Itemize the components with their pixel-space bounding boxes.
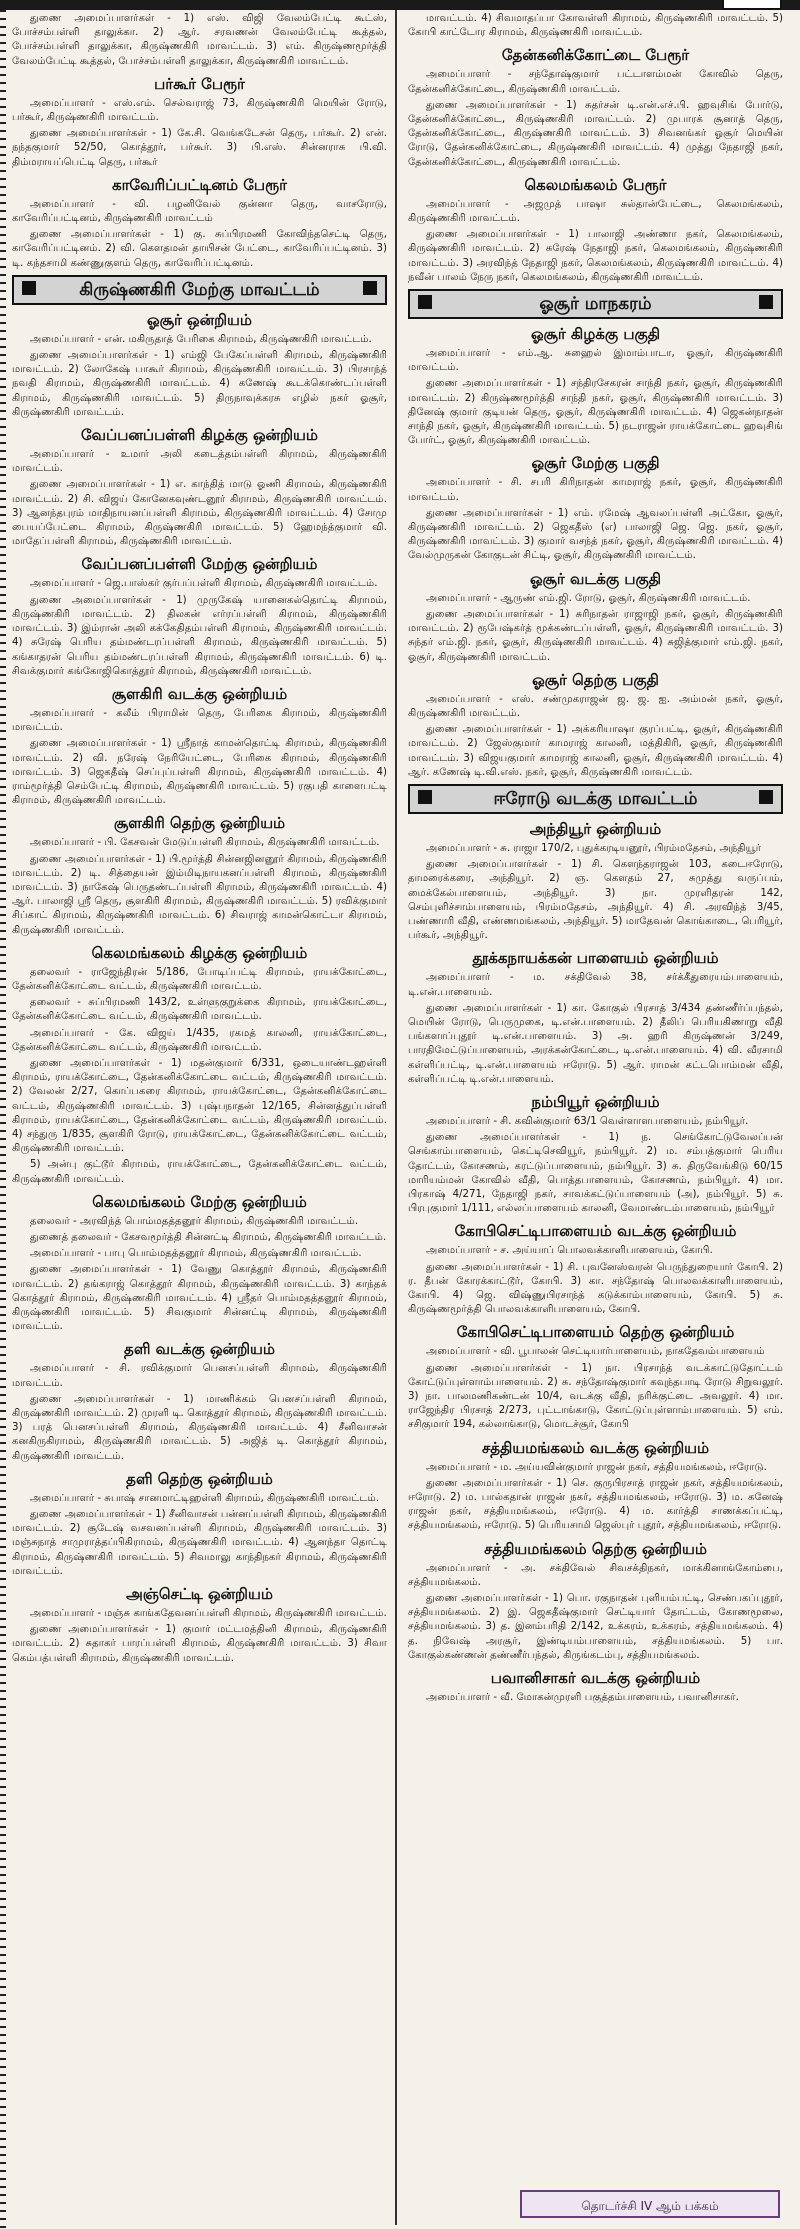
entry-paragraph: துணை அமைப்பாளர்கள் - 1) மாணிக்கம் பெனசப்பள்ளி கிராமம், கிருஷ்ணகிரி மாவட்டம். 2) முரளி டி. கொத்தூர் கிராமம், கிருஷ்ணகிரி மாவட்டம். 3) பரத் பெனசப்பள்ளி கிராமம், கிருஷ்ணகிரி மாவட்டம். 4) சீனிவாசன் கனகிருகிராமம், கிருஷ்ணகிரி மாவட்டம். 5) அஜித் டி. கொத்தூர் கிராமம், கிருஷ்ணகிரி மாவட்டம். — [12, 1393, 387, 1462]
entry-paragraph: துணை அமைப்பாளர்கள் - 1) பாலாஜி அண்ணா நகர், கெலமங்கலம், கிருஷ்ணகிரி மாவட்டம். 2) சுரேஷ் நேதாஜி நகர், கெலமங்கலம், கிருஷ்ணகிரி மாவட்டம். 3) அரவிந்த் நேதாஜி நகர், கெலமங்கலம், கிருஷ்ணகிரி மாவட்டம். 4) நவீன் பாலம் நேரு நகர், கெலமங்கலம், கிருஷ்ணகிரி மாவட்டம். — [408, 229, 783, 283]
entry-paragraph: அமைப்பாளர் - ம. சக்திவேல் 38, சர்க்கீதுரையம்பாளையம், டி.என்.பாளையம். — [408, 972, 783, 998]
district-banner: ஈரோடு வடக்கு மாவட்டம் — [408, 784, 783, 814]
entry-paragraph: துணை அமைப்பாளர்கள் - 1) மதன்குமார் 6/331, ஒடையாண்டஹள்ளி கிராமம், ராயக்கோட்டை, தேன்கனிக்கோட்டை வட்டம், கிருஷ்ணகிரி மாவட்டம். 2) வேலன் 2/27, கொப்பகரை கிராமம், ராயக்கோட்டை, தேன்கனிக்கோட்டை வட்டம், கிருஷ்ணகிரி மாவட்டம். 3) புஷ்பநாதன் 12/165, சின்னத்துப்பள்ளி கிராமம், ராயக்கோட்டை, தேன்கனிக்கோட்டை வட்டம், கிருஷ்ணகிரி மாவட்டம். 4) சந்துரு 1/835, சூளகிரி ரோடு, ராயக்கோட்டை, தேன்கனிக்கோட்டை வட்டம், கிருஷ்ணகிரி மாவட்டம். — [12, 1057, 387, 1155]
entry-paragraph: துணை அமைப்பாளர்கள் - 1) பொ. ரகுநாதன் புளியம்பட்டி, செண்பகப்புதூர், சத்தியமங்கலம். 2) இ. ஜெகதீஷ்குமார் செட்டியார் தோட்டம், கோணமூலை, சத்தியமங்கலம். 3) த. இனம்பரிதி 2/142, உக்கரம், உக்கரம், சத்தியமங்கலம். 4) த. நிவேஷ் அரசூர், இண்டியம்பாளையம், சத்தியமங்கலம். 5) பா. கோகுல்கண்ணன் தண்ணீர்பந்தல், கிருங்கடம்பு, சத்தியமங்கலம். — [408, 1593, 783, 1661]
section-heading: தளி தெற்கு ஒன்றியம் — [126, 1469, 273, 1488]
entry-paragraph: அமைப்பாளர் - வி. பழனிவேல் குன்னா தெரு, வாசரோடு, காவேரிப்பட்டினம், கிருஷ்ணகிரி மாவட்டம் — [12, 198, 387, 225]
entry-paragraph: அமைப்பாளர் - எஸ்.எம். செல்வராஜ் 73, கிருஷ்ணகிரி மெயின் ரோடு, பர்கூர், கிருஷ்ணகிரி மாவட்டம். — [12, 97, 387, 124]
entry-paragraph: அமைப்பாளர் - பாபு பொம்மதத்தனூர் கிராமம், கிருஷ்ணகிரி மாவட்டம். — [30, 1248, 362, 1260]
entry-paragraph: துணை அமைப்பாளர்கள் - 1) எம்ஜி பேகேப்பள்ளி கிராமம், கிருஷ்ணகிரி மாவட்டம். 2) லோகேஷ் பாகூர் கிராமம், கிருஷ்ணகிரி மாவட்டம். 3) பிரசாந்த் நவதி கிராமம், கிருஷ்ணகிரி மாவட்டம். 4) கணேஷ் கூடக்கொண்டப்பள்ளி கிராமம், கிருஷ்ணகிரி மாவட்டம். 5) திருநாவுக்கரசு எழில் நகர் ஓசூர், கிருஷ்ணகிரி மாவட்டம். — [12, 350, 387, 418]
entry-paragraph: துணை அமைப்பாளர்கள் - 1) முருகேஷ் யானைகல்தொட்டி கிராமம், கிருஷ்ணகிரி மாவட்டம். 2) திலகன் எர்ரப்பள்ளி கிராமம், கிருஷ்ணகிரி மாவட்டம். 3) இம்ரான் அலி கக்கேதிதம்பள்ளி கிராமம், கிருஷ்ணகிரி மாவட்டம். 4) சுரேஷ் பெரிய தம்மண்டரப்பள்ளி கிராமம், கிருஷ்ணகிரி மாவட்டம். 5) கங்காதரன் பெரிய தம்மண்டரப்பள்ளி கிராமம், கிருஷ்ணகிரி மாவட்டம். 6) டி. சிவக்குமார் கங்கோஜிகொத்தூர் கிராமம், கிருஷ்ணகிரி மாவட்டம். — [12, 594, 387, 677]
entry-paragraph: துணை அமைப்பாளர்கள் - 1) நா. பிரசாந்த் வடக்காட்டுதோட்டம் கோட்டுப்புள்ளாம்பாளையம். 2) சு. சந்தோஷ்குமார் கவுந்தபாடி ரோடு சிறுவலூர். 3) நா. பாலமணிகண்டன் 10/4, வடக்கு வீதி, நரிக்குட்டை அவலூர். 4) மா. ராஜேந்திர பிரசாத் 2/273, புட்டாங்காடு, கோட்டுப்புள்ளாம்பாளையம். 5) எம். சசிகுமார் 194, கல்லாங்காடு, மொடச்சூர், கோபி — [408, 1362, 783, 1431]
entry-paragraph: அமைப்பாளர் - சந்தோஷ்குமார் பட்டாளம்மன் கோவில் தெரு, தேன்கனிக்கோட்டை, கிருஷ்ணகிரி மாவட்டம். — [408, 69, 783, 95]
section-heading: தூக்கநாயக்கன் பாளையம் ஒன்றியம் — [472, 949, 719, 968]
entry-paragraph: துணை அமைப்பாளர்கள் - 1) எஸ். விஜி வேலம்பேட்டி கூட்ஸ், போச்சம்பள்ளி தாலுக்கா. 2) ஆர். சரவணன் வேலம்பேட்டி கூத்தல், போச்சம்பள்ளி தாலுக்கா, கிருஷ்ணகிரி மாவட்டம். 3) எம். கிருஷ்ணமூர்த்தி வேலம்பேட்டி கூத்தல், போச்சம்பள்ளி தாலுக்கா, கிருஷ்ணகிரி மாவட்டம். — [12, 13, 387, 67]
section-heading: அந்தியூர் ஒன்றியம் — [529, 819, 662, 838]
section-heading: கெலமங்கலம் கிழக்கு ஒன்றியம் — [91, 943, 308, 962]
top-border — [0, 0, 800, 10]
entry-paragraph: தலைவர் - அரவிந்த் பொம்மதத்தனூர் கிராமம், கிருஷ்ணகிரி மாவட்டம். — [30, 1215, 359, 1227]
entry-paragraph: அமைப்பாளர் - அ. சக்திவேல் சிவசக்திநகர், மாக்கினாங்கோம்பை, சத்தியமங்கலம். — [408, 1562, 783, 1588]
entry-paragraph: அமைப்பாளர் - ஜெ.பாஸ்கர் குர்பப்பள்ளி கிராமம், கிருஷ்ணகிரி மாவட்டம். — [30, 578, 378, 590]
section-heading: கோபிசெட்டிபாளையம் வடக்கு ஒன்றியம் — [454, 1222, 737, 1241]
section-heading: சூளகிரி வடக்கு ஒன்றியம் — [111, 684, 288, 703]
entry-paragraph: 5) அன்பு குட்டூர் கிராமம், ராயக்கோட்டை, தேன்கனிக்கோட்டை வட்டம், கிருஷ்ணகிரி மாவட்டம். — [12, 1159, 387, 1185]
left-column — [12, 12, 387, 2224]
entry-paragraph: துணை அமைப்பாளர்கள் - 1) சி. கௌந்தராஜன் 103, கடைஈரோடு, தாமரைக்கரை, அந்தியூர். 2) ஞ. கௌதம் 27, சுமுத்து வருப்பம், மைக்கேல்பாளையம், அந்தியூர். 3) நா. முரளிதரன் 142, செம்புளிச்சாம்பாளையம், பிரம்மதேசம், அந்தியூர். 4) சி. அரவிந்த் 3/45, பண்ணாரி வீதி, எண்ணமங்கலம், அந்தியூர். 5) மாதேவன் கொங்காடை, பெரியூர், பர்கூர், அந்தியூர். — [408, 859, 783, 942]
section-heading: வேப்பனப்பள்ளி மேற்கு ஒன்றியம் — [81, 555, 318, 574]
continuation-note: தொடர்ச்சி IV ஆம் பக்கம் — [520, 2190, 780, 2218]
entry-paragraph: துணை அமைப்பாளர்கள் - 1) குமார் மட்டமத்தினி கிராமம், கிருஷ்ணகிரி மாவட்டம். 2) சுதாகர் பாரப்பள்ளி கிராமம், கிருஷ்ணகிரி மாவட்டம். 3) சிவா கெம்பத்பள்ளி கிராமம், கிருஷ்ணகிரி மாவட்டம். — [12, 1624, 387, 1664]
entry-paragraph: அமைப்பாளர் - எம்.ஆ. சுஹைல் இமாம்பாடா, ஓசூர், கிருஷ்ணகிரி மாவட்டம். — [408, 348, 783, 374]
section-heading: நம்பியூர் ஒன்றியம் — [531, 1092, 660, 1111]
entry-paragraph: துணை அமைப்பாளர்கள் - 1) பி.மூர்த்தி சின்னஜினனூர் கிராமம், கிருஷ்ணகிரி மாவட்டம். 2) டி. சித்தையன் இம்மிடிநாயகனப்பள்ளி கிராமம், கிருஷ்ணகிரி மாவட்டம். 3) நாகேஷ் பெருதண்டப்பள்ளி கிராமம், கிருஷ்ணகிரி மாவட்டம். 4) ஆர். பாலாஜி ஸ்ரீ தெரு, சூளகிரி கிராமம், கிருஷ்ணகிரி மாவட்டம். 5) ரவிக்குமார் சிப்காட் கிராமம், கிருஷ்ணகிரி மாவட்டம். 6) சிவராஜ் காமன்கொட்டா கிராமம், கிருஷ்ணகிரி மாவட்டம். — [12, 853, 387, 936]
entry-paragraph: தலைவர் - சுப்பிரமணி 143/2, உள்ளுகுறுக்கை கிராமம், ராயக்கோட்டை, தேன்கனிக்கோட்டை வட்டம், கிருஷ்ணகிரி மாவட்டம். — [12, 997, 387, 1023]
entry-paragraph: அமைப்பாளர் - என். மகிருதாத் பேரிகை கிராமம், கிருஷ்ணகிரி மாவட்டம். — [30, 333, 372, 345]
entry-paragraph: துணை அமைப்பாளர்கள் - 1) எ. காந்தித் மாடு ஓணி கிராமம், கிருஷ்ணகிரி மாவட்டம். 2) சி. விஜய் கோனேகவுண்டனூர் கிராமம், கிருஷ்ணகிரி மாவட்டம். 3) ஆனந்தபுரம் மாதிநாயனப்பள்ளி கிராமம், கிருஷ்ணகிரி மாவட்டம். 4) சோமு பையப்பேட்டை கிராமம், கிருஷ்ணகிரி மாவட்டம். 5) ஹேமந்த்குமார் வி. மாதேப்பள்ளி கிராமம், கிருஷ்ணகிரி மாவட்டம். — [12, 479, 387, 548]
entry-paragraph: துணை அமைப்பாளர்கள் - 1) சி. புவனேஸ்வரன் பெருந்துறையார் கோபி. 2) ர. தீபன் கோரக்காட்டூர், கோபி. 3) கா. சந்தோஷ் பொலவக்காளிபாளையம், கோபி. 4) ஜெ. விஷ்ணுபிரசாந்த் கடுக்காம்பாளையம், கோபி. 5) சு. கிருஷ்ணமூர்த்தி பொலவக்காளிபாளையம், கோபி. — [408, 1261, 783, 1316]
entry-paragraph: அமைப்பாளர் - சி. கவின்குமார் 63/1 வெள்ளாளபாளையம், நம்பியூர். — [426, 1115, 749, 1127]
entry-paragraph: துணை அமைப்பாளர்கள் - 1) கு. சுப்பிரமணி கோவிந்தசெட்டி தெரு, காவேரிப்பட்டினம். 2) வி. கௌதமன் தாயிசன் பேட்டை, காவேரிப்பட்டினம். 3) டி. கந்தசாமி கண்ணுகுளம் தெரு, காவேரிப்பட்டினம். — [12, 229, 387, 269]
section-heading: ஓசூர் கிழக்கு பகுதி — [530, 325, 661, 344]
entry-paragraph: அமைப்பாளர் - ம. அய்யவின்குமார் ராஜன் நகர், சத்தியமங்கலம், ஈரோடு. — [426, 1461, 767, 1473]
entry-paragraph: அமைப்பாளர் - கே. விஜய் 1/435, ரகமத் காலனி, ராயக்கோட்டை, தேன்கனிக்கோட்டை வட்டம், கிருஷ்ணகிரி மாவட்டம். — [12, 1027, 387, 1053]
section-heading: தளி வடக்கு ஒன்றியம் — [124, 1340, 275, 1359]
entry-paragraph: துணை அமைப்பாளர்கள் - 1) வேணு கொத்தூர் கிராமம், கிருஷ்ணகிரி மாவட்டம். 2) தங்கராஜ் கொத்தூர் கிராமம், கிருஷ்ணகிரி மாவட்டம். 3) காந்தக் கொத்தூர் கிராமம், கிருஷ்ணகிரி மாவட்டம். 4) ஸ்ரீதர் பொம்மதத்தனூர் கிராமம், கிருஷ்ணகிரி மாவட்டம். 5) சிவகுமார் சின்னட்டி கிராமம், கிருஷ்ணகிரி மாவட்டம். — [12, 1264, 387, 1333]
entry-paragraph: துணை அமைப்பாளர்கள் - 1) கா. கோகுல் பிரசாத் 3/434 தண்ணீர்ப்பந்தல், மெயின் ரோடு, பெருமுகை, டி.என்.பாளையம். 2) தீலிப் பெரியகிணாறு வீதி பங்களாப்புதூர் டி.என்.பாளையம். 3) அ. ஹரி கிருஷ்ணன் 3/249, பாரதிமேட்டுப்பாளையம், அரக்கன்கோட்டை, டி.என்.பாளையம். 4) வி. வீரசாமி கள்ளிப்பட்டி, டி.என்.பாளையம் ஈரோடு. 5) ஆர். ராமன் கட்டபொம்மன் வீதி, கள்ளிப்பட்டி டி.என்.பாளையம். — [408, 1002, 783, 1085]
section-heading: கெலமங்கலம் பேரூர் — [524, 175, 667, 194]
section-heading: ஓசூர் வடக்கு பகுதி — [529, 569, 662, 588]
section-heading: சத்தியமங்கலம் வடக்கு ஒன்றியம் — [481, 1438, 710, 1457]
entry-paragraph: மாவட்டம். 4) சிவமாதப்பா கோவள்ளி கிராமம், கிருஷ்ணகிரி மாவட்டம். 5) கோபி காட்டோர கிராமம், கிருஷ்ணகிரி மாவட்டம். — [408, 13, 783, 39]
entry-paragraph: துணை அமைப்பாளர்கள் - 1) அக்கரியாஷா குரப்பட்டி, ஓசூர், கிருஷ்ணகிரி மாவட்டம். 2) ஜேஸ்குமார் காமராஜ் காலனி, மத்திகிரி, ஓசூர், கிருஷ்ணகிரி மாவட்டம். 3) விஜயகுமார் காமராஜ் காலனி, ஓசூர், கிருஷ்ணகிரி மாவட்டம். 4) ஆர். கணேஷ் டி.வி.எஸ். நகர், ஓசூர், கிருஷ்ணகிரி மாவட்டம். — [408, 724, 783, 778]
section-heading: பர்கூர் பேரூர் — [154, 74, 245, 93]
entry-paragraph: துணைத் தலைவர் - கேசவமூர்த்தி சின்னட்டி கிராமம், கிருஷ்ணகிரி மாவட்டம். — [30, 1232, 387, 1243]
entry-paragraph: அமைப்பாளர் - சி. ரவிக்குமார் பெனசப்பள்ளி கிராமம், கிருஷ்ணகிரி மாவட்டம். — [12, 1363, 387, 1389]
entry-paragraph: அமைப்பாளர் - உமார் அலி கடைத்தம்பள்ளி கிராமம், கிருஷ்ணகிரி மாவட்டம். — [12, 449, 387, 475]
entry-paragraph: அமைப்பாளர் - எஸ். சண்முகராஜன் ஜ. ஜ. ஐ. அம்மன் நகர், ஓசூர், கிருஷ்ணகிரி மாவட்டம். — [408, 693, 783, 719]
section-heading: சூளகிரி தெற்கு ஒன்றியம் — [113, 814, 286, 833]
entry-paragraph: துணை அமைப்பாளர்கள் - 1) சுதர்சன் டி.என்.எச்.பி. ஹவுசிங் போர்டு, தேன்கனிக்கோட்டை, கிருஷ்ணகிரி மாவட்டம். 2) முபாரக் சூனாத் தெரு, தேன்கனிக்கோட்டை, கிருஷ்ணகிரி மாவட்டம். 3) சிவனங்கர் ஓசூர் மெயின் ரோடு, தேன்கனிக்கோட்டை, கிருஷ்ணகிரி மாவட்டம். 4) முத்து நேதாஜி நகர், தேன்கனிக்கோட்டை, கிருஷ்ணகிரி மாவட்டம். — [408, 99, 783, 168]
entry-paragraph: துணை அமைப்பாளர்கள் - 1) ஸ்ரீநாத் காமன்தொட்டி கிராமம், கிருஷ்ணகிரி மாவட்டம். 2) வி. நரேஷ் நேரியேட்டை, பேரிகை கிராமம், கிருஷ்ணகிரி மாவட்டம். 3) ஜெகதீஷ் செப்புப்பள்ளி கிராமம், கிருஷ்ணகிரி மாவட்டம். 4) ராம்மூர்த்தி செம்பேட்டி கிராமம், கிருஷ்ணகிரி மாவட்டம். 5) ரகுபதி காளைபட்டி கிராமம், கிருஷ்ணகிரி மாவட்டம். — [12, 738, 387, 807]
section-heading: ஓசூர் தெற்கு பகுதி — [532, 670, 659, 689]
right-column — [408, 12, 783, 2177]
district-banner: கிருஷ்ணகிரி மேற்கு மாவட்டம் — [12, 275, 387, 305]
section-heading: கெலமங்கலம் மேற்கு ஒன்றியம் — [92, 1192, 307, 1211]
entry-paragraph: துணை அமைப்பாளர்கள் - 1) ந. செங்கோட்டுவேலப்பன் செங்காம்பாளையம், கெட்டிசெவியூர், நம்பியூர். 2) ம. சம்பத்குமார் பெரிய தோட்டம், கோசணம், கரட்டுப்பாளையம், நம்பியூர். 3) சு. திருவேங்கிடு 60/15 மாரியம்மன் கோவில் வீதி, பொத்தபாளையம், கோசணம், நம்பியூர். 4) மா. பிரகாஷ் 4/271, நேதாஜி நகர், சாவக்கட்டுப்பாளையம் (அ), நம்பியூர். 5) சு. பிரபுகுமார் 1/111, எல்லப்பாளையம் காலனி, வேமாண்டம்பாளையம், நம்பியூர் — [408, 1132, 783, 1215]
entry-paragraph: அமைப்பாளர் - அஜமுத் பாஷா சுல்தான்பேட்டை, கெலமங்கலம், கிருஷ்ணகிரி மாவட்டம். — [408, 198, 783, 225]
column-divider — [395, 10, 397, 2225]
entry-paragraph: அமைப்பாளர் - வி. பூபாலன் செட்டியார்பாளையம், நாகதேவம்பாளையம் — [426, 1346, 765, 1358]
section-heading: பவானிசாகர் வடக்கு ஒன்றியம் — [490, 1669, 701, 1688]
entry-paragraph: அமைப்பாளர் - சி. சபரி கிரிநாதன் காமராஜ் நகர், ஓசூர், கிருஷ்ணகிரி மாவட்டம். — [408, 477, 783, 503]
entry-paragraph: அமைப்பாளர் - பி. கேசவன் மேடுப்பள்ளி கிராமம், கிருஷ்ணகிரி மாவட்டம். — [30, 837, 380, 849]
entry-paragraph: அமைப்பாளர் - வீ. மோகன்முரளி பகுத்தம்பாளையம், பவானிசாகர். — [426, 1692, 739, 1704]
section-heading: அஞ்செட்டி ஒன்றியம் — [126, 1585, 273, 1604]
section-heading: ஓசூர் ஒன்றியம் — [147, 310, 252, 329]
left-edge — [0, 10, 6, 2229]
entry-paragraph: துணை அமைப்பாளர்கள் - 1) கே.சி. வெங்கடேசன் தெரு, பர்கூர். 2) என். நந்தகுமார் 52/50, கொத்தூர், பர்கூர். 3) பி.எஸ். சின்னராசு பி.வி. திம்மராயப்பெட்டி தெரு, பர்கூர் — [12, 128, 387, 168]
section-heading: தேன்கனிக்கோட்டை பேரூர் — [501, 46, 690, 65]
entry-paragraph: அமைப்பாளர் - சு. ராஜா 170/2, புதுக்கரடியனூர், பிரம்மதேசம், அந்தியூர் — [426, 842, 762, 854]
section-heading: வேப்பனப்பள்ளி கிழக்கு ஒன்றியம் — [81, 426, 318, 445]
entry-paragraph: துணை அமைப்பாளர்கள் - 1) சுரிநாதன் ராஜாஜி நகர், ஓசூர், கிருஷ்ணகிரி மாவட்டம். 2) ரூபேஷ்கர்த் மூக்கண்டப்பள்ளி, ஓசூர், கிருஷ்ணகிரி மாவட்டம். 3) சுந்தர் எம்.ஜி. நகர், ஓசூர், கிருஷ்ணகிரி மாவட்டம். 4) சுஜித்குமார் எம்.ஜி. நகர், ஓசூர், கிருஷ்ணகிரி மாவட்டம். — [408, 608, 783, 663]
entry-paragraph: துணை அமைப்பாளர்கள் - 1) செ. குருபிரசாத் ராஜன் நகர், சத்தியமங்கலம், ஈரோடு. 2) ம. பால்கதான் ராஜன் நகர், சத்தியமங்கலம், ஈரோடு. 3) ம. கனேஷ் ராஜன் நகர், சத்தியமங்கலம், ஈரோடு. 4) ம. கார்த்தி சாணக்கப்பட்டி, சத்தியமங்கலம், ஈரோடு. 5) பெரியசாமி ஜெஸ்புர் புதூர், சத்தியமங்கலம், ஈரோடு. — [408, 1477, 783, 1532]
section-heading: ஓசூர் மேற்கு பகுதி — [531, 454, 660, 473]
section-heading: கோபிசெட்டிபாளையம் தெற்கு ஒன்றியம் — [456, 1323, 735, 1342]
entry-paragraph: துணை அமைப்பாளர்கள் - 1) சீனிவாசன் பன்னப்பள்ளி கிராமம், கிருஷ்ணகிரி மாவட்டம். 2) சூடேஷ் வசவனப்பள்ளி கிராமம், கிருஷ்ணகிரி மாவட்டம். 3) மஞ்சுநாத் சாமுராத்தப்பிகிராமம், கிருஷ்ணகிரி மாவட்டம். 4) ஆனந்தா தொட்டி கிராமம், கிருஷ்ணகிரி மாவட்டம். 5) சிவமாலு காந்திநகர் கிராமம், கிருஷ்ணகிரி மாவட்டம். — [12, 1509, 387, 1577]
entry-paragraph: தலைவர் - ராஜேந்திரன் 5/186, போடிப்பட்டி கிராமம், ராயக்கோட்டை, தேன்கனிக்கோட்டை வட்டம், கிருஷ்ணகிரி மாவட்டம். — [12, 966, 387, 992]
entry-paragraph: அமைப்பாளர் - ச. அய்யாப் பொலவக்காளிபாளையம், கோபி. — [426, 1245, 713, 1257]
section-heading: காவேரிப்பட்டினம் பேரூர் — [112, 175, 287, 194]
entry-paragraph: அமைப்பாளர் - மஞ்சு காங்கதேவனப்பள்ளி கிராமம், கிருஷ்ணகிரி மாவட்டம். — [30, 1608, 387, 1620]
entry-paragraph: அமைப்பாளர் - ஆருண் எம்.ஜி. ரோடு, ஓசூர், கிருஷ்ணகிரி மாவட்டம். — [426, 592, 751, 604]
page-tab — [722, 0, 782, 10]
entry-paragraph: துணை அமைப்பாளர்கள் - 1) எம். ரமேஷ் ஆவலப்பள்ளி அட்கோ, ஓசூர், கிருஷ்ணகிரி மாவட்டம். 2) ஜெகதீஸ் (எ) பாலாஜி ஜெ. ஜெ. நகர், ஓசூர், கிருஷ்ணகிரி மாவட்டம். 3) குமார் வசந்த் நகர், ஓசூர், கிருஷ்ணகிரி மாவட்டம். 4) வேல்முருகன் கோகுடன் சிட்டி, ஓசூர், கிருஷ்ணகிரி மாவட்டம். — [408, 507, 783, 562]
entry-paragraph: அமைப்பாளர் - சுபாஷ் சானமாட்டிஹள்ளி கிராமம், கிருஷ்ணகிரி மாவட்டம். — [30, 1492, 380, 1504]
entry-paragraph: அமைப்பாளர் - கலீம் பிராமின் தெரு, பேரிகை கிராமம், கிருஷ்ணகிரி மாவட்டம். — [12, 707, 387, 734]
section-heading: சத்தியமங்கலம் தெற்கு ஒன்றியம் — [484, 1539, 707, 1558]
district-banner: ஓசூர் மாநகரம் — [408, 289, 783, 319]
entry-paragraph: துணை அமைப்பாளர்கள் - 1) சந்திரசேகரன் சாந்தி நகர், ஓசூர், கிருஷ்ணகிரி மாவட்டம். 2) கிருஷ்ணமூர்த்தி சாந்தி நகர், ஓசூர், கிருஷ்ணகிரி மாவட்டம். 3) தினேஷ் குமார் குடியன் தெரு, ஓசூர், கிருஷ்ணகிரி மாவட்டம். 4) ஜெகன்நாதன் சாந்தி நகர், ஓசூர், கிருஷ்ணகிரி மாவட்டம். 5) நடராஜன் ராயக்கோட்டை ஹவுசிங் போர்ட், ஓசூர், கிருஷ்ணகிரி மாவட்டம். — [408, 378, 783, 447]
